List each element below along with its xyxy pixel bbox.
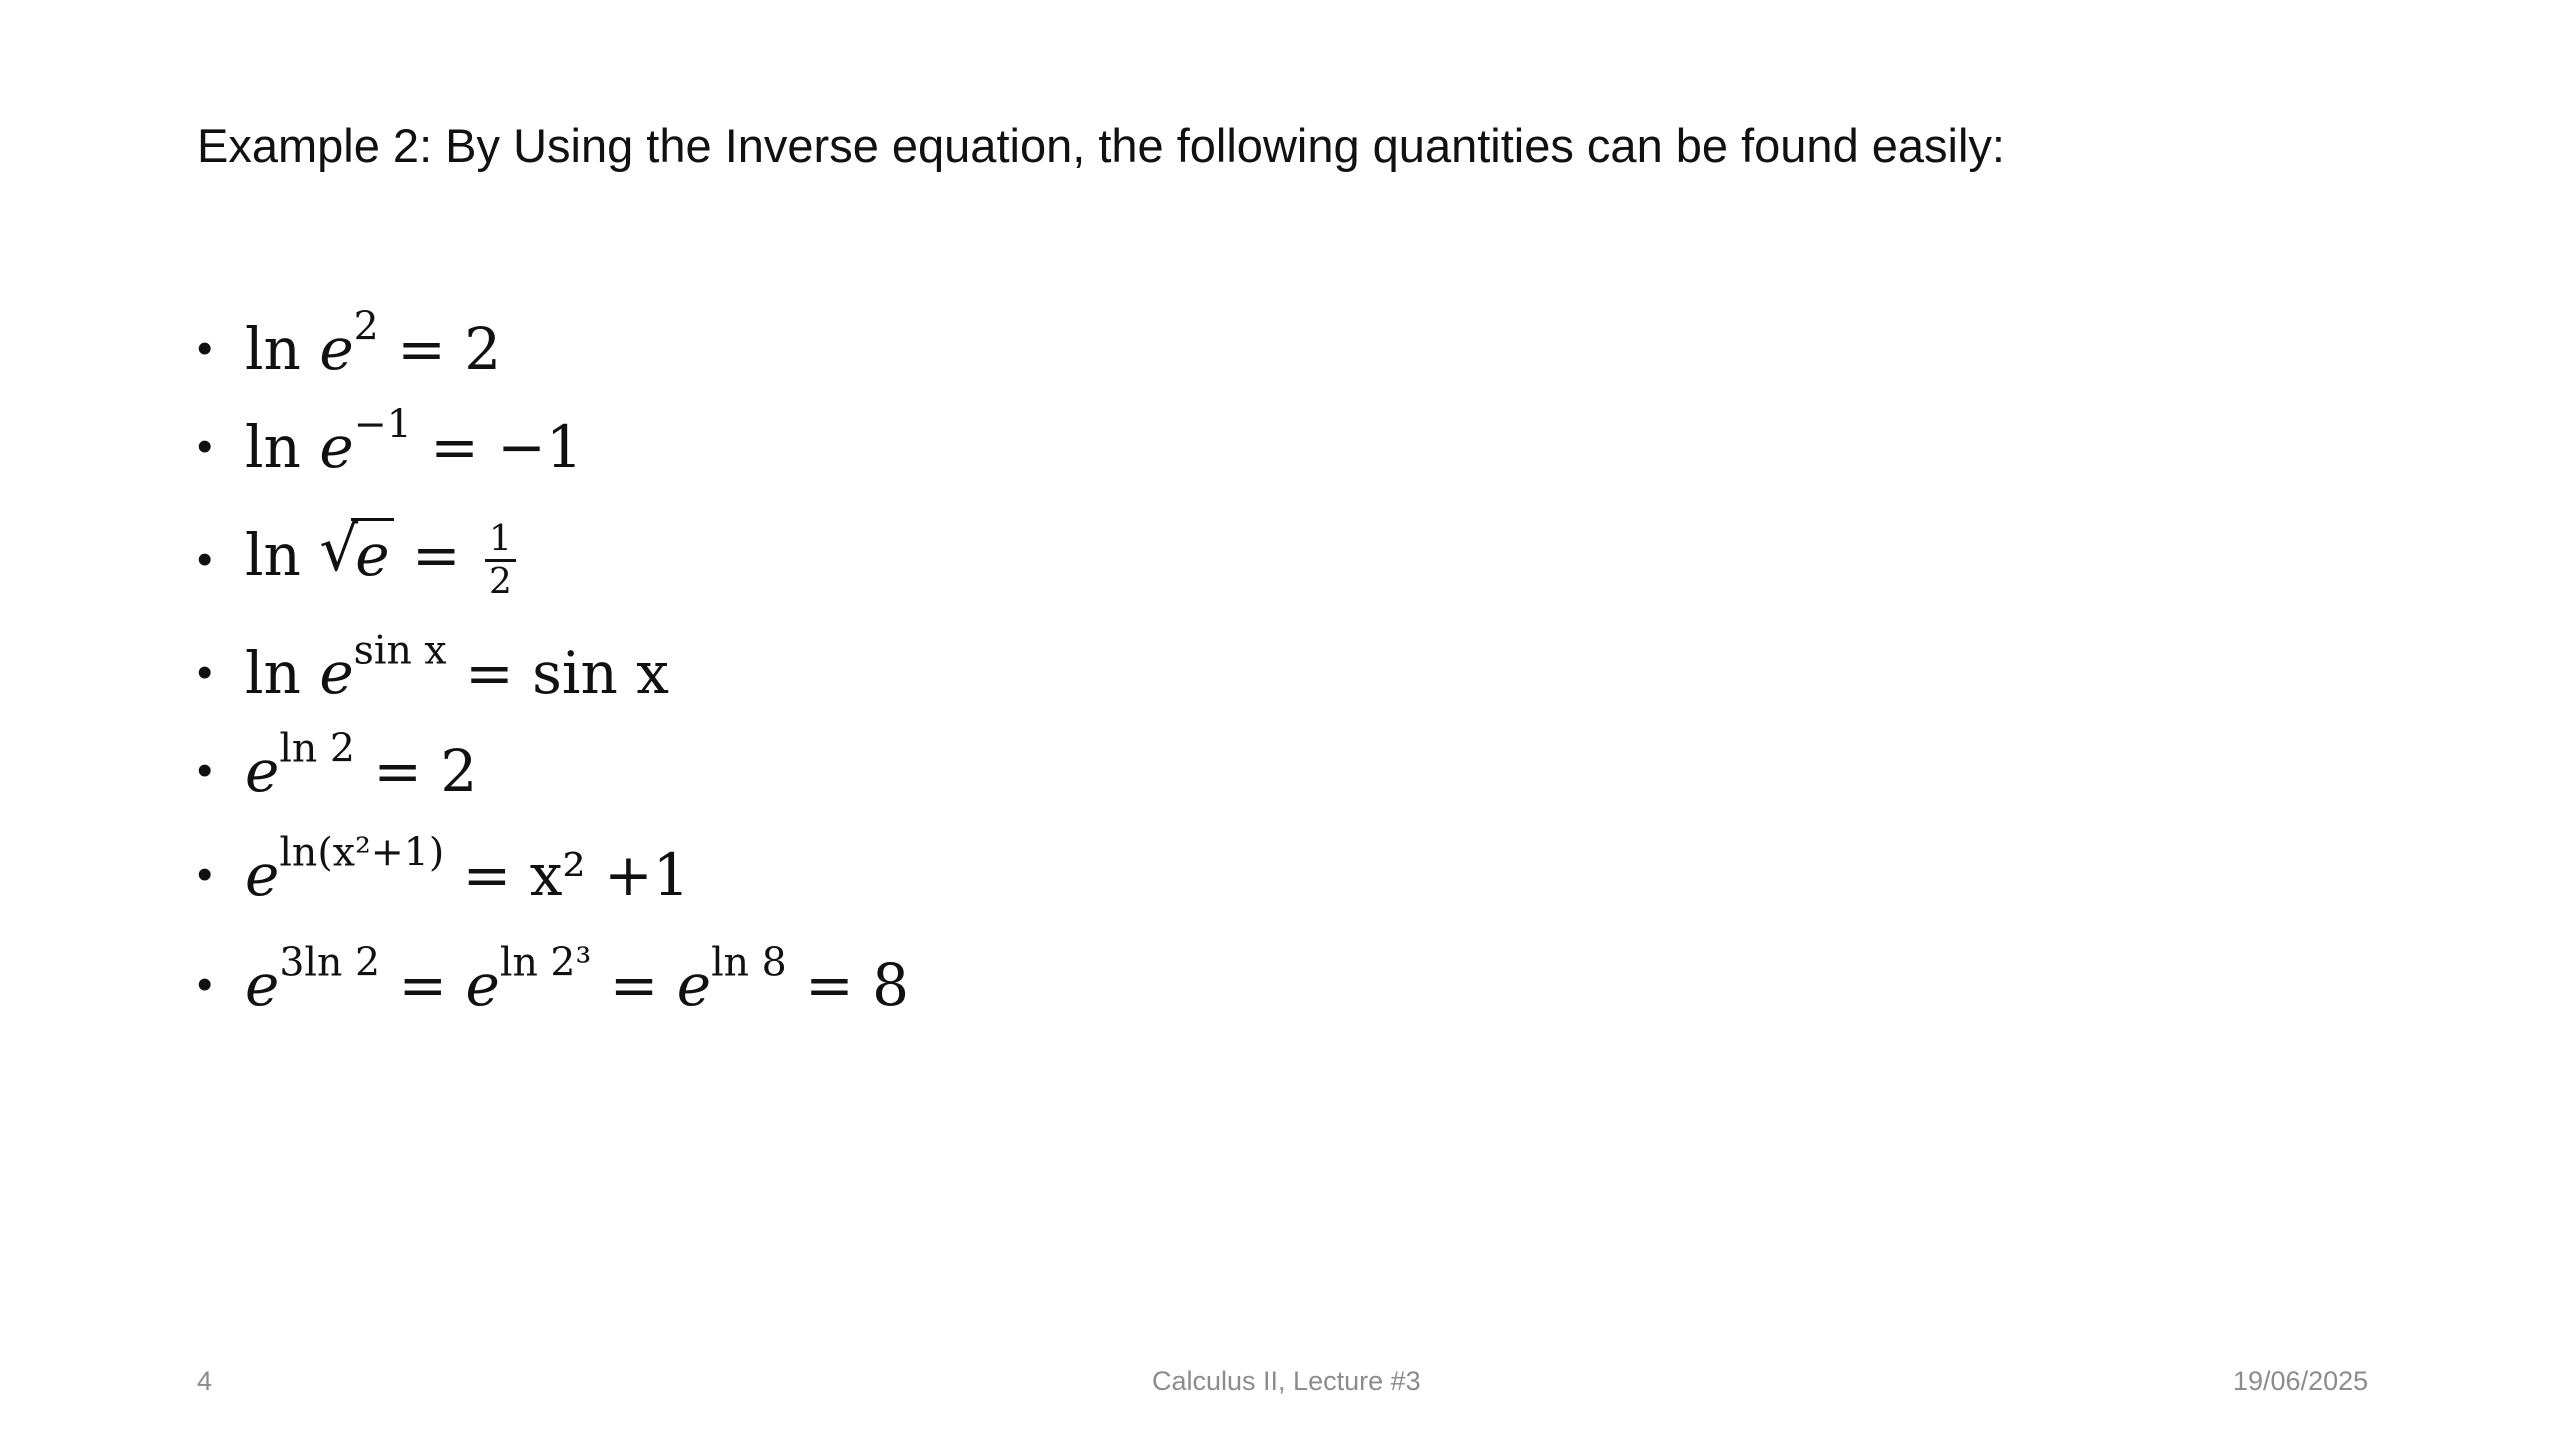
- ln-token: ln: [245, 521, 301, 590]
- equation-5: [245, 725, 478, 805]
- exponent: sin x: [353, 627, 447, 674]
- equals: =: [398, 951, 448, 1019]
- equals: =: [412, 521, 461, 590]
- exponent: 2: [353, 303, 379, 350]
- exponent: 3ln 2: [279, 939, 381, 986]
- bullet: •: [197, 960, 213, 1009]
- e-token: e: [465, 951, 500, 1019]
- equation-item-4: [197, 624, 909, 722]
- result: = sin x: [465, 639, 669, 707]
- heading-text: : By Using the Inverse equation, the following quantities can be found easily:: [419, 119, 2005, 172]
- equation-item-1: [197, 300, 909, 398]
- fraction: [485, 519, 516, 601]
- bullet: •: [197, 324, 213, 373]
- exponent: −1: [353, 401, 412, 448]
- numerator: 1: [485, 519, 516, 562]
- e-token: e: [245, 841, 280, 909]
- e-token: e: [319, 639, 354, 707]
- denominator: 2: [489, 560, 512, 602]
- result: = 8: [805, 951, 910, 1019]
- result: = 2: [373, 737, 478, 805]
- exponent: ln 8: [711, 939, 787, 986]
- result: = x² +1: [462, 841, 690, 909]
- e-token: e: [351, 518, 393, 589]
- bullet: •: [197, 648, 213, 697]
- equation-6: [245, 829, 690, 909]
- exponent: ln 2³: [499, 939, 592, 986]
- bullet: •: [197, 746, 213, 795]
- equals: =: [609, 951, 659, 1019]
- exponent: ln(x²+1): [279, 829, 445, 876]
- e-token: e: [319, 315, 354, 383]
- equation-item-2: [197, 398, 909, 496]
- equation-list: [197, 300, 909, 1040]
- ln-token: ln: [245, 639, 301, 707]
- equation-item-7: [197, 930, 909, 1040]
- equation-3: [245, 514, 516, 602]
- page-number: 4: [197, 1366, 213, 1396]
- heading-label: Example 2: [197, 119, 420, 172]
- result: = −1: [430, 413, 583, 481]
- ln-token: ln: [245, 413, 301, 481]
- footer-date: 19/06/2025: [2233, 1366, 2369, 1396]
- equation-item-6: [197, 820, 909, 930]
- footer-course: Calculus II, Lecture #3: [1152, 1366, 1421, 1396]
- bullet: •: [197, 535, 213, 584]
- ln-token: ln: [245, 315, 301, 383]
- e-token: e: [676, 951, 712, 1019]
- exponent: ln 2: [279, 725, 355, 772]
- bullet: •: [197, 422, 213, 471]
- equation-item-5: [197, 722, 909, 820]
- e-token: e: [245, 951, 280, 1019]
- slide-heading: [197, 118, 2005, 173]
- result: = 2: [397, 315, 502, 383]
- bullet: •: [197, 850, 213, 899]
- e-token: e: [245, 737, 280, 805]
- e-token: e: [319, 413, 354, 481]
- sqrt: √ e: [319, 518, 393, 589]
- equation-2: [245, 401, 583, 481]
- equation-4: [245, 627, 669, 707]
- equation-7: [245, 939, 910, 1019]
- equation-item-3: [197, 496, 909, 624]
- equation-1: [245, 303, 502, 383]
